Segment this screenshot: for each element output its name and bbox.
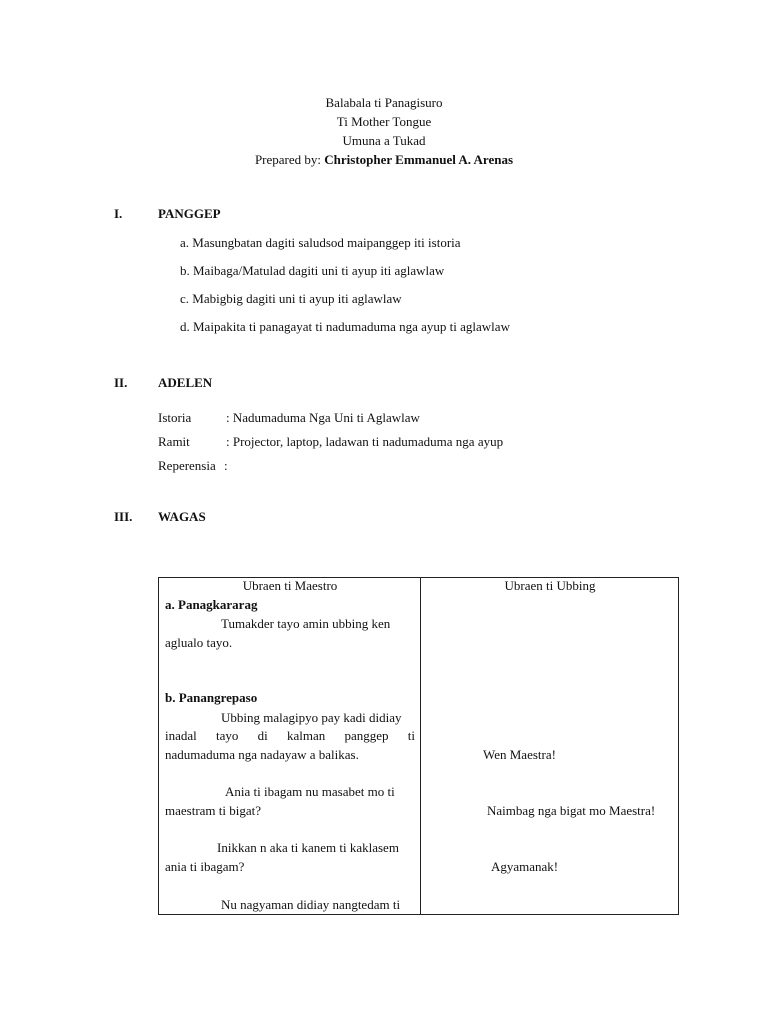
teacher-question: ania ti ibagam?	[165, 859, 245, 874]
subsection-heading: a. Panagkararag	[165, 597, 258, 612]
section-number: III.	[114, 509, 133, 524]
procedure-table	[158, 577, 679, 915]
objective-item: c. Mabigbig dagiti uni ti ayup iti aglawlaw	[180, 291, 402, 306]
material-value: :	[224, 458, 228, 473]
material-value: : Projector, laptop, ladawan ti nadumaduma nga ayup	[226, 434, 504, 449]
teacher-text: Tumakder tayo amin ubbing ken	[221, 616, 391, 631]
word: ti	[407, 728, 415, 743]
prepared-by-label: Prepared by:	[254, 152, 322, 167]
teacher-text: nadumaduma nga nadayaw a balikas.	[165, 747, 359, 762]
material-label: Ramit	[158, 434, 190, 449]
teacher-question: maestram ti bigat?	[165, 803, 262, 818]
teacher-column-header: Ubraen ti Maestro	[242, 578, 338, 593]
pupil-response: Wen Maestra!	[483, 747, 556, 762]
teacher-text: aglualo tayo.	[165, 635, 233, 650]
word: di	[257, 728, 268, 743]
teacher-question: Inikkan n aka ti kanem ti kaklasem	[217, 840, 399, 855]
subsection-heading: b. Panangrepaso	[165, 690, 258, 705]
word: tayo	[216, 728, 239, 743]
objective-item: d. Maipakita ti panagayat ti nadumaduma nga ayup ti aglawlaw	[180, 319, 510, 334]
teacher-question: Nu nagyaman didiay nangtedam ti	[221, 897, 401, 912]
word: kalman	[286, 728, 326, 743]
material-value: : Nadumaduma Nga Uni ti Aglawlaw	[226, 410, 420, 425]
doc-grade: Umuna a Tukad	[342, 133, 426, 148]
teacher-question: Ania ti ibagam nu masabet mo ti	[225, 784, 395, 799]
author-name: Christopher Emmanuel A. Arenas	[324, 152, 514, 167]
section-title: ADELEN	[158, 375, 213, 390]
document-header	[0, 93, 768, 169]
section-title: WAGAS	[158, 509, 206, 524]
teacher-text: Ubbing malagipyo pay kadi didiay	[221, 710, 402, 725]
pupils-column-header: Ubraen ti Ubbing	[504, 578, 596, 593]
pupil-response: Naimbag nga bigat mo Maestra!	[487, 803, 656, 818]
section-number: II.	[114, 375, 128, 390]
objective-item: a. Masungbatan dagiti saludsod maipanggep iti istoria	[180, 235, 461, 250]
word: inadal	[165, 728, 197, 743]
objective-item: b. Maibaga/Matulad dagiti uni ti ayup iti aglawlaw	[180, 263, 445, 278]
teacher-column	[159, 578, 421, 915]
doc-subject: Ti Mother Tongue	[336, 114, 432, 129]
pupil-response: Agyamanak!	[491, 859, 559, 874]
section-number: I.	[114, 206, 123, 221]
teacher-text-justified	[165, 728, 415, 744]
material-label: Reperensia	[158, 458, 216, 473]
doc-title: Balabala ti Panagisuro	[325, 95, 443, 110]
word: panggep	[344, 728, 389, 743]
prepared-by-line	[0, 150, 768, 169]
section-title: PANGGEP	[158, 206, 221, 221]
material-label: Istoria	[158, 410, 192, 425]
pupils-column	[421, 578, 679, 915]
